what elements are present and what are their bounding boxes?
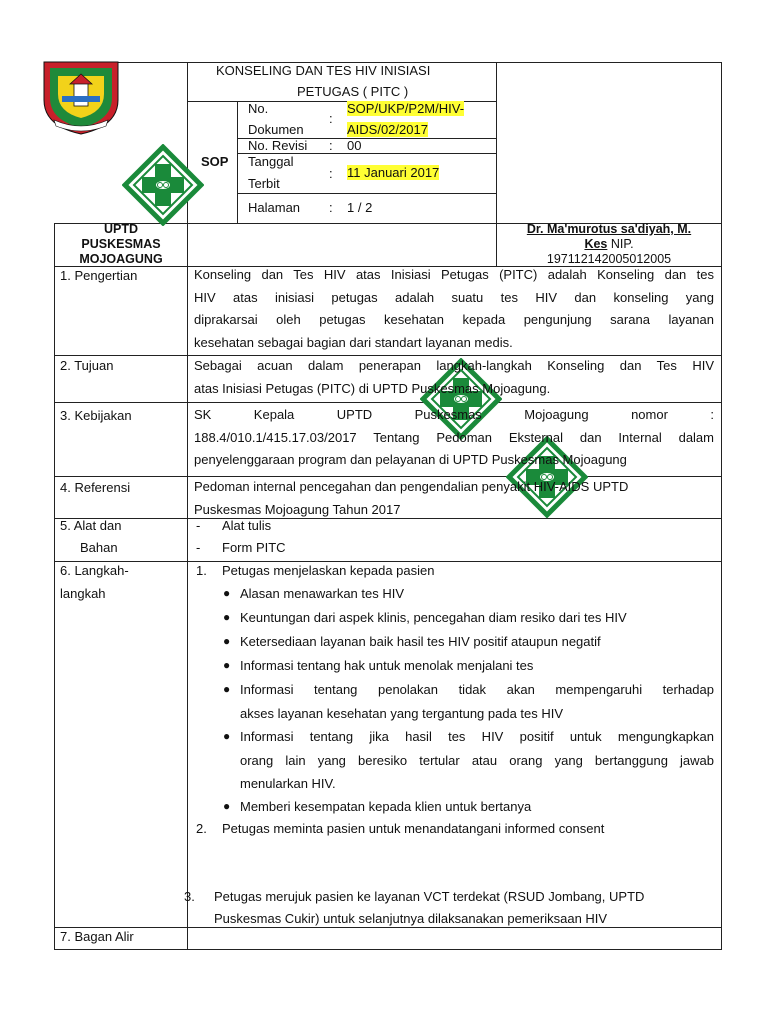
row-label-kebijakan: 3. Kebijakan: [60, 408, 132, 423]
text-line: Konseling dan Tes HIV atas Inisiasi Petugas (PITC) adalah Konseling dan tes: [194, 267, 714, 282]
field-value-no-dokumen: SOP/UKP/P2M/HIV-: [347, 101, 465, 116]
row-label-alat: Bahan: [80, 540, 118, 555]
signer-name-line2: [497, 237, 721, 252]
text-line: Pedoman internal pencegahan dan pengendalian penyakit HIV-AIDS UPTD: [194, 479, 629, 494]
org-line: MOJOAGUNG: [79, 252, 163, 266]
signer-block: [497, 222, 721, 267]
bullet-dot: ●: [223, 799, 231, 813]
row-label-langkah: langkah: [60, 586, 106, 601]
field-colon: :: [329, 200, 333, 215]
bullet-item: Informasi tentang jika hasil tes HIV positif untuk mengungkapkan: [240, 729, 714, 744]
bullet-item-continued: orang lain yang beresiko tertular atau orang yang bertanggung jawab: [240, 753, 714, 768]
field-label-halaman: Halaman: [248, 200, 301, 215]
list-dash: -: [196, 518, 201, 533]
field-colon: :: [329, 138, 333, 153]
sop-label: SOP: [201, 154, 229, 169]
org-line: PUSKESMAS: [81, 237, 161, 251]
field-value-no-dokumen: AIDS/02/2017: [347, 122, 428, 137]
field-label-no-revisi: No. Revisi: [248, 138, 308, 153]
bullet-item-continued: akses layanan kesehatan yang tergantung pada tes HIV: [240, 706, 564, 721]
tujuan-text: [194, 355, 714, 400]
bullet-item: Ketersediaan layanan baik hasil tes HIV positif ataupun negatif: [240, 634, 601, 649]
row-label-langkah: 6. Langkah-: [60, 563, 129, 578]
text-line: Puskesmas Mojoagung Tahun 2017: [194, 501, 401, 517]
row-label-tujuan: 2. Tujuan: [60, 358, 114, 373]
field-value-halaman: 1 / 2: [347, 200, 373, 215]
signer-nip: 197112142005012005: [546, 252, 672, 266]
regency-emblem: [40, 58, 122, 136]
pengertian-text: [194, 264, 714, 354]
text-line: SK Kepala UPTD Puskesmas Mojoagung nomor :: [194, 407, 714, 422]
list-dash: -: [196, 540, 201, 555]
field-label-no-dokumen: No.: [248, 101, 269, 116]
field-colon: :: [329, 166, 333, 181]
kebijakan-text: [194, 404, 714, 472]
bullet-item: Keuntungan dari aspek klinis, pencegahan diam resiko dari tes HIV: [240, 610, 627, 625]
field-label-no-dokumen: Dokumen: [248, 122, 304, 137]
field-label-tanggal-terbit: Tanggal: [248, 154, 294, 169]
step-text: Petugas meminta pasien untuk menandatangani informed consent: [222, 821, 605, 836]
text-line: 188.4/010.1/415.17.03/2017 Tentang Pedoman Eksternal dan Internal dalam: [194, 429, 714, 445]
bullet-dot: ●: [223, 729, 231, 743]
bullet-item-continued: menularkan HIV.: [240, 776, 336, 791]
bullet-dot: ●: [223, 658, 231, 672]
step-number: 1.: [196, 563, 207, 578]
row-label-bagan-alir: 7. Bagan Alir: [60, 929, 134, 944]
text-line: Sebagai acuan dalam penerapan langkah-langkah Konseling dan Tes HIV: [194, 358, 714, 373]
text-line: diprakarsai oleh petugas kesehatan kepada pengunjung sarana layanan: [194, 312, 714, 327]
field-value-tanggal-terbit: 11 Januari 2017: [347, 165, 440, 180]
field-value-no-revisi: 00: [347, 138, 362, 153]
step-text: Petugas menjelaskan kepada pasien: [222, 563, 435, 578]
step-number: 3.: [184, 889, 195, 904]
signer-nip-label: NIP.: [607, 237, 634, 251]
referensi-text: [194, 476, 714, 521]
text-line: atas Inisiasi Petugas (PITC) di UPTD Puskesmas Mojoagung.: [194, 380, 551, 396]
bullet-item: Memberi kesempatan kepada klien untuk bertanya: [240, 799, 532, 814]
step-text: Petugas merujuk pasien ke layanan VCT terdekat (RSUD Jombang, UPTD: [214, 889, 645, 904]
document-title-line1: KONSELING DAN TES HIV INISIASI: [216, 63, 431, 78]
field-colon: :: [329, 111, 333, 126]
list-item: Alat tulis: [222, 518, 272, 533]
bullet-dot: ●: [223, 586, 231, 600]
row-label-alat: 5. Alat dan: [60, 518, 122, 533]
organization-name: [55, 222, 187, 267]
org-line: UPTD: [103, 222, 139, 236]
field-label-tanggal-terbit: Terbit: [248, 176, 280, 191]
step-number: 2.: [196, 821, 207, 836]
text-line: kesehatan sebagai bagian dari standart layanan medis.: [194, 334, 513, 350]
text-line: penyelenggaraan program dan pelayanan di UPTD Puskesmas Mojoagung: [194, 452, 627, 467]
signer-title: Kes: [584, 237, 608, 251]
bullet-item: Informasi tentang penolakan tidak akan mempengaruhi terhadap: [240, 682, 714, 697]
row-label-referensi: 4. Referensi: [60, 480, 131, 495]
bullet-item: Alasan menawarkan tes HIV: [240, 586, 405, 601]
bullet-dot: ●: [223, 610, 231, 624]
row-label-pengertian: 1. Pengertian: [60, 268, 138, 283]
bullet-dot: ●: [223, 682, 231, 696]
bullet-item: Informasi tentang hak untuk menolak menjalani tes: [240, 658, 534, 673]
document-title-line2: PETUGAS ( PITC ): [297, 84, 409, 99]
bullet-dot: ●: [223, 634, 231, 648]
puskesmas-logo-icon: [122, 144, 204, 226]
step-text-continued: Puskesmas Cukir) untuk selanjutnya dilaksanakan pemeriksaan HIV: [214, 911, 608, 926]
signer-name: Dr. Ma'murotus sa'diyah, M.: [526, 222, 692, 236]
list-item: Form PITC: [222, 540, 286, 555]
text-line: HIV atas inisiasi petugas adalah suatu tes HIV dan konseling yang: [194, 289, 714, 305]
